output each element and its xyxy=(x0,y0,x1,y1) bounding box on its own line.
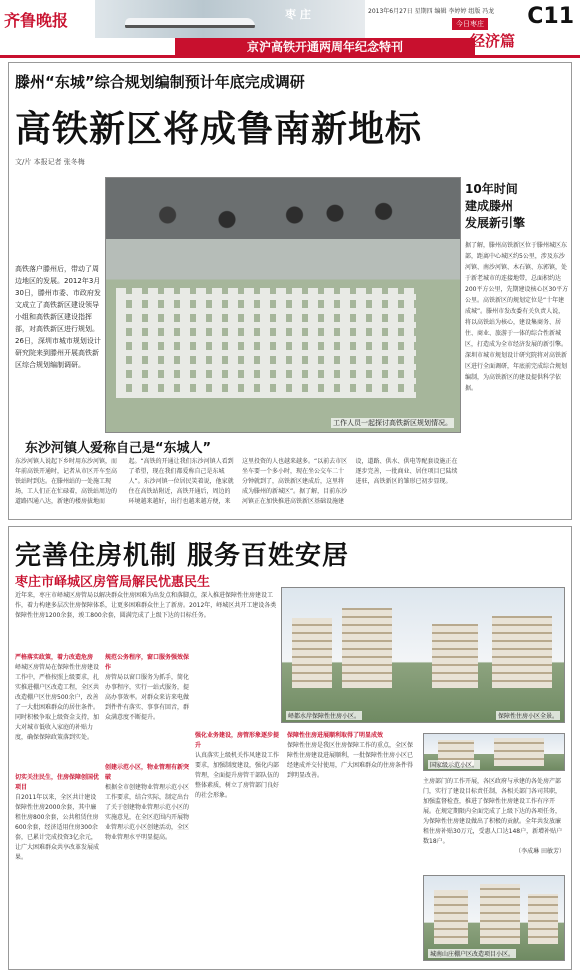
people-figures xyxy=(146,188,416,278)
story1-bottom-text: 东沙河镇人说起下乡时用东沙河镇，而年前高铁开通时，记者从市区开车至高铁站时到达。在滕州站的一处施工现场，工人们正在忙碌着，高铁站周边的道路四通八达，新建的楼房拔地而起。“高铁的开通让我们东沙河镇人看到了希望，现在我们都爱称自己是东城人”。东沙河镇一位居民笑着说，他家就住在高铁站附近，高铁开通后，周边的环境越来越好，出行也越来越方便，来这里投资的人也越来越多。“以前去市区坐车要一个多小时，现在坐公交车二十分钟就到了，高铁新区建成后，这里将成为滕州的新城区”。据了解，目前东沙河镇正在加快推进高铁新区基础设施建设，道路、供水、供电等配套设施正在逐步完善，一批商业、居住项目已陆续进驻，高铁新区的雏形已初步显现。 xyxy=(15,458,458,505)
newspaper-logo: 齐鲁晚报 xyxy=(4,11,69,30)
story1-sidebar xyxy=(465,177,569,394)
special-edition-banner: 京沪高铁开通两周年纪念特刊 xyxy=(175,38,475,56)
section-title: 强化业务建设，房管形象逐步提升 xyxy=(195,732,280,749)
housing-photo-3 xyxy=(423,875,565,961)
section-name: 经济篇 xyxy=(470,32,516,50)
photo-caption: 峄都水岸保障性住房小区。 xyxy=(288,713,361,720)
story1-byline: 文/片 本报记者 张冬梅 xyxy=(15,158,85,166)
section-title: 创建示范小区，物业管理有新突破 xyxy=(105,764,190,781)
sidebar-headline: 10年时间 建成滕州 发展新引擎 xyxy=(465,182,526,230)
photo-caption: 城南山庄棚户区改造项目小区。 xyxy=(430,951,515,958)
story1-intro-text: 高铁落户滕州后，带动了周边地区的发展。2012年3月30日，滕州市委、市政府发文成立了高铁新区建设领导小组和高铁新区建设指挥部，对高铁新区进行规划。26日，深圳市城市规划设计研究院来到滕州开展高铁新区综合规划编制调研。 xyxy=(15,265,101,369)
story1-photo xyxy=(105,177,461,433)
housing-photo-1 xyxy=(281,587,565,723)
section-text: 根据全市创建物业管理示范小区工作要求，结合实际，制定出台了关于创建物业管理示范小区的实施意见，在全区范围内开展物业管理示范小区创建活动，全区物业管理水平明显提高。 xyxy=(105,784,190,841)
train-icon xyxy=(125,18,255,28)
masthead-station: 枣 庄 xyxy=(285,8,311,21)
photo-caption: 国家级示范小区。 xyxy=(430,762,479,769)
housing-photo-2 xyxy=(423,733,565,771)
story2-headline: 完善住房机制 服务百姓安居 xyxy=(15,541,350,571)
story1-subsection-title: 东沙河镇人爱称自己是“东城人” xyxy=(25,441,212,456)
story2-right-text xyxy=(423,777,565,857)
section-text: 自2011年以来，全区共计建设保障性住房2000余套，其中廉租住房800余套，公共租赁住房600余套，经济适用住房300余套，已累计完成投资3亿余元，让广大困难群众共享改革发展成果。 xyxy=(15,794,100,861)
photo-caption: 保障性住房小区全景。 xyxy=(497,713,558,720)
section-title: 严格落实政策，着力改造危房 xyxy=(15,654,94,661)
section-title: 规范公务程序，窗口服务强效保作 xyxy=(105,654,190,671)
edition-tag: 今日枣庄 xyxy=(452,18,488,30)
section-text: 主房部门的工作开展，各区政府与承建的各处房产部门，实行了建设目标责任制，各相关部门各司其职，加强监督检查，推进了保障性住房建设工作有序开展。在规定期限内全面完成了上级下达的各项任务，为保障性住房建设做出了积极的贡献。全年共发放廉租住房补贴30万元，受惠人口达148户，新增补贴户数18户。 xyxy=(423,778,563,845)
sidebar-body: 据了解，滕州高铁新区位于滕州城区东部，距离中心城区约5公里，涉及东沙河镇、南沙河镇、木石镇、东郭镇，处于新老城市的连接地带，总面积约达200平方公里，先期建设核心区30平方公里。高铁新区的规划定位是“十年建成城”。滕州市发改委有关负责人说，将以高铁站为核心，建设集商务、居住、商业、旅游于一体的综合性新城区，打造成为全市经济发展的新引擎。深圳市城市规划设计研究院将对高铁新区进行全面调研，年底前完成综合规划编制，为高铁新区的建设提供科学依据。 xyxy=(465,242,569,392)
story-housing-mechanism xyxy=(8,526,572,970)
section-text: 峄城区房管局在保障性住房建设工作中，严格按照上级要求，扎实推进棚户区改造工程，全区共改造棚户区住房500余户，改善了一大批困难群众的居住条件。同时积极争取上级资金支持，加大对城市低收入家庭的补贴力度，确保保障政策落到实处。 xyxy=(15,664,100,741)
story2-column-2 xyxy=(105,653,189,843)
story1-subhead: 滕州“东城”综合规划编制预计年底完成调研 xyxy=(15,73,305,91)
page-number: C11 xyxy=(527,4,574,29)
masthead xyxy=(0,0,580,58)
story2-column-3 xyxy=(195,731,281,801)
story2-column-1 xyxy=(15,653,99,863)
issue-info: 2013年6月27日 星期四 编辑 李婷婷 组版 冯龙 xyxy=(368,8,495,15)
section-title: 切实关注民生，住房保障创国优项目 xyxy=(15,774,100,791)
section-title: 保障性住房进展顺利取得了明显成效 xyxy=(287,732,384,739)
city-model-blocks xyxy=(116,288,416,398)
section-text: 保障性住房是我区住房保障工作的重点，全区保障性住房建设进展顺利，一批保障性住房小区已经建成并交付使用，广大困难群众的住房条件得到明显改善。 xyxy=(287,742,414,779)
story1-headline: 高铁新区将成鲁南新地标 xyxy=(15,108,423,150)
story-high-speed-rail-district xyxy=(8,62,572,520)
story2-subline: 枣庄市峄城区房管局解民忧惠民生 xyxy=(15,575,211,590)
section-text: 房管局以窗口服务为抓手，简化办事程序，实行一站式服务，提高办事效率。对群众来访来电做到件件有落实、事事有回音，群众满意度不断提升。 xyxy=(105,674,190,721)
story2-lead: 近年来，枣庄市峄城区房管局以解决群众住房困难为出发点和落脚点，深入推进保障性住房建设工作，着力构建多层次住房保障体系，让更多困难群众住上了新房。2012年，峄城区共开工建设各类保障性住房1200余套，竣工800余套，圆满完成了上级下达的目标任务。 xyxy=(15,592,277,619)
masthead-photo xyxy=(95,0,365,38)
story2-byline: （李成琳 田敏芳） xyxy=(515,848,565,855)
story1-photo-caption: 工作人员一起探讨高铁新区规划情况。 xyxy=(333,419,452,427)
section-text: 认真落实上级机关作风建设工作要求，加强制度建设，强化内部管理，全面提升房管干部队伍的整体素质，树立了房管部门良好的社会形象。 xyxy=(195,752,280,799)
story2-column-4 xyxy=(287,731,417,781)
